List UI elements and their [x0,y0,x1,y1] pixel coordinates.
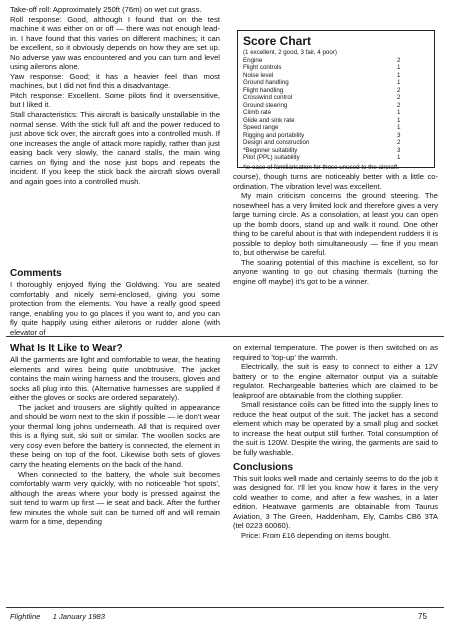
bottom-right-column [233,343,438,540]
publication-name: Flightline [10,612,41,621]
score-label: Crosswind control [243,94,293,101]
paragraph-electrical: Electrically, the suit is easy to connect to either a 12V battery or to the engine alternator output via a suitable regulator. Rechargeable batteries which are claimed to be leakproof are obtainable from the clothing supplier. [233,362,438,400]
paragraph-garments: All the garments are light and comfortable to wear, the heating elements and wires being quite unobtrusive. The jacket contains the main wiring harness and the trousers, gloves and socks all plug into this. (Alternative harnesses are supplied if either the gloves or socks are ordered separately). [10,355,220,403]
score-row [243,72,429,80]
comments-heading: Comments [10,268,62,279]
score-chart-footnote: *ie ease of familiarisation for those unused to the aircraft. [243,163,400,171]
score-label: Engine [243,56,263,64]
score-chart-subtitle: (1 excellent, 2 good, 3 fair, 4 poor) [243,49,337,56]
issue-date: 1 January 1983 [52,612,105,621]
score-row [243,147,429,155]
wear-heading: What Is It Like to Wear? [10,343,123,354]
paragraph-takeoff: Take-off roll: Approximately 250ft (76m) on wet cut grass. [10,5,202,14]
score-value: 2 [397,101,401,109]
score-label: Climb rate [243,109,272,116]
score-label: *Beginner suitability [243,146,298,154]
score-label: Glide and sink rate [243,116,295,124]
paragraph-quilted: The jacket and trousers are slightly quilted in appearance and should be worn next to the skin if possible — ie don't wear your thermal long johns underneath. All that is required over this is a flying suit, ski suit or similar. The woollen socks are very cosy even before the battery is connected, the element in these being on top of the foot. Likewise both sets of gloves carry the heating elements on the back of the hand. [10,402,220,470]
score-value: 1 [397,124,401,131]
score-row [243,124,429,132]
score-label: Rigging and portability [243,131,305,139]
score-label: Speed range [243,124,279,131]
score-value: 2 [397,56,401,64]
paragraph-conclusion: This suit looks well made and certainly seems to do the job it was designed for. I'll let you know how it fares in the very cold weather to come, and after a few washes, in a later edition. Heatwave garments are obtainable from Taurus Aviation, 3 The Green, Haddenham, Ely, Cambs CB6 3TA (tel 0223 60060). [233,473,438,531]
paragraph-price: Price: From £16 depending on items bought. [241,530,391,540]
paragraph-pitch: Pitch response: Excellent. Some pilots find it oversensitive, but I liked it. [10,90,220,110]
paragraph-soaring: The soaring potential of this machine is excellent, so for anyone wanting to go out chasing thermals (turning the engine off maybe) it's got to be a winner. [233,257,438,287]
score-row [243,94,429,102]
score-value: 3 [397,146,401,154]
score-row [243,57,429,65]
paragraph-vibration: course), though turns are noticeably better with a little co-ordination. The vibration level was excellent. [233,172,438,191]
paragraph-criticism: My main criticism concerns the ground steering. The nosewheel has a very limited lock and therefore gives a very large turning circle. As a consolation, at least you can open up the bomb doors, stand up and walk it round. One other thing to be careful about is that with independent rudders it is possible to deploy both simultaneously — fine if you mean to, but otherwise be careful. [233,191,438,258]
score-row [243,132,429,140]
score-label: Ground steering [243,101,288,109]
paragraph-stall: Stall characteristics: This aircraft is basically unstallable in the normal sense. With the stick full aft and the power reduced to just above tick over, the aircraft goes into a controlled mush. If one increases the angle of attack more rapidly, rather than just easing back very slowly, the canard stalls, the main wing carries on flying and the nose just bops and repeats the incident. If you keep the stick back the aircraft slows overall and again goes into a controlled mush. [10,110,220,186]
score-value: 2 [397,86,401,94]
section-divider [6,336,444,337]
score-row [243,102,429,110]
score-chart [237,30,435,171]
footer-rule [6,607,444,608]
score-label: Flight handling [243,86,284,94]
comments-text: I thoroughly enjoyed flying the Goldwing. You are seated comfortably and nicely semi-enclosed, giving you some protection from the elements. You have a really good speed range, enabling you to go places if you want to, and you can fly quite happily using either ailerons or rudder alone (with elevator of [10,280,220,337]
score-row [243,109,429,117]
paragraph-yaw: Yaw response: Good; it has a heavier feel than most machines, but I did not find this a disadvantage. [10,71,220,91]
score-value: 2 [397,94,401,101]
score-label: Design and construction [243,139,310,146]
score-chart-title: Score Chart [243,34,312,48]
score-value: 2 [397,139,401,146]
score-row [243,154,429,162]
score-label: Noise level [243,71,274,79]
paragraph-roll: Roll response: Good, although I found that on the test machine it was either on or off — there was not enough lead-in. I have found that this varies on different machines; it can be excellent, so it obviously depends on how they are set up. No adverse yaw was encountered and you can turn and level using ailerons alone. [10,14,220,72]
score-row [243,64,429,72]
paragraph-battery: When connected to the battery, the whole suit becomes comfortably warm very quickly, with no noticeable 'hot spots', although the areas where your body is pressed against the suit tend to warm up first — ie seat and back. After the further few minutes the whole suit can be turned off and will remain warm for a time, depending [10,469,220,527]
score-row [243,87,429,95]
conclusions-heading: Conclusions [233,461,294,473]
score-label: Pilot (PPL) suitability [243,154,300,161]
top-left-column [10,5,220,186]
score-value: 3 [397,131,401,139]
score-label: Flight controls [243,64,282,71]
score-value: 1 [397,64,401,71]
paragraph-resistance: Small resistance coils can be fitted into the supply lines to reduce the heat output of the suit. The jacket has a second element which may be operated by a small plug and socket to increase the heat output still further. Total consumption of the suit is 120W. Despite the wiring, the garments are said to be fully washable. [233,400,438,458]
score-value: 1 [397,79,401,86]
score-row [243,117,429,125]
footer-credit [10,612,105,621]
score-row [243,139,429,147]
score-value: 1 [397,154,401,161]
score-value: 1 [397,71,401,79]
comments-section [10,268,220,337]
paragraph-temperature: on external temperature. The power is then switched on as required to 'top-up' the warmth. [233,343,438,362]
page-number: 75 [418,612,427,621]
top-right-column [233,172,438,287]
score-value: 1 [397,116,401,124]
score-row [243,79,429,87]
score-value: 1 [397,109,401,116]
score-label: Ground handling [243,79,289,86]
bottom-left-column [10,343,220,527]
